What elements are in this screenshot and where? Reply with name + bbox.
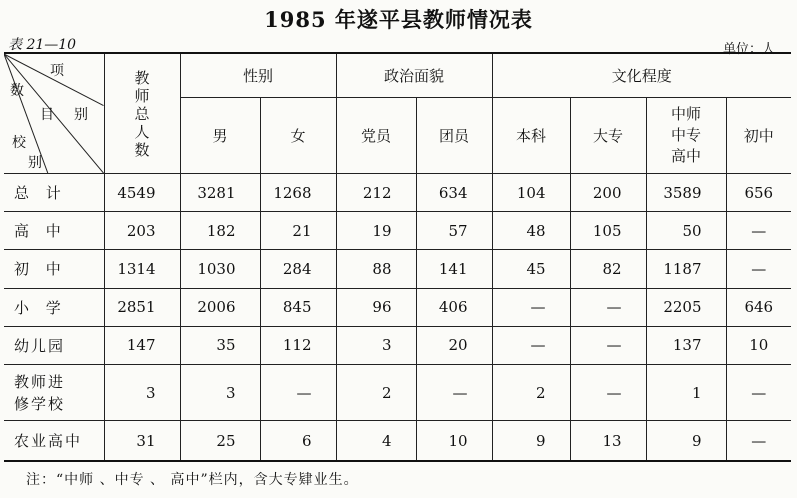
politics-header: 政治面貌 — [336, 53, 492, 97]
cell-male: 3 — [180, 364, 260, 420]
cell-total: 2851 — [104, 288, 180, 326]
gender-header: 性别 — [180, 53, 336, 97]
cell-total: 1314 — [104, 250, 180, 288]
table-row — [4, 212, 791, 250]
cell-party: 4 — [336, 421, 416, 461]
row-label: 总 计 — [4, 174, 104, 212]
corner-label: 别 — [28, 155, 42, 171]
table-row — [4, 326, 791, 364]
cell-secondary: 137 — [646, 326, 726, 364]
college-header: 大专 — [570, 97, 646, 173]
footnote: 注：“中师 、中专 、 高中”栏内，含大专肄业生。 — [26, 472, 359, 488]
cell-total: 147 — [104, 326, 180, 364]
party-member-header: 党员 — [336, 97, 416, 173]
cell-secondary: 2205 — [646, 288, 726, 326]
cell-secondary: 1 — [646, 364, 726, 420]
cell-college: — — [570, 288, 646, 326]
cell-female: 845 — [260, 288, 336, 326]
cell-bachelor: 48 — [492, 212, 570, 250]
cell-bachelor: 45 — [492, 250, 570, 288]
table-row — [4, 364, 791, 420]
female-header: 女 — [260, 97, 336, 173]
cell-total: 4549 — [104, 174, 180, 212]
total-teachers-header: 教 师 总 人 数 — [104, 53, 180, 174]
cell-secondary: 9 — [646, 421, 726, 461]
cell-female: 1268 — [260, 174, 336, 212]
cell-female: 6 — [260, 421, 336, 461]
cell-secondary: 50 — [646, 212, 726, 250]
cell-league: 634 — [416, 174, 492, 212]
table-row — [4, 288, 791, 326]
cell-college: 13 — [570, 421, 646, 461]
row-label: 农业高中 — [4, 421, 104, 461]
cell-male: 182 — [180, 212, 260, 250]
row-label: 高 中 — [4, 212, 104, 250]
table-number: 表 21—10 — [8, 37, 77, 53]
cell-total: 203 — [104, 212, 180, 250]
cell-junior: — — [726, 364, 791, 420]
cell-college: — — [570, 364, 646, 420]
cell-league: 406 — [416, 288, 492, 326]
cell-total: 3 — [104, 364, 180, 420]
cell-bachelor: 9 — [492, 421, 570, 461]
cell-male: 35 — [180, 326, 260, 364]
cell-college: 82 — [570, 250, 646, 288]
corner-header — [4, 53, 104, 174]
cell-junior: 656 — [726, 174, 791, 212]
cell-party: 19 — [336, 212, 416, 250]
cell-college: 105 — [570, 212, 646, 250]
cell-male: 1030 — [180, 250, 260, 288]
cell-party: 212 — [336, 174, 416, 212]
cell-female: 21 — [260, 212, 336, 250]
row-label: 小 学 — [4, 288, 104, 326]
table-row — [4, 174, 791, 212]
corner-label: 目 — [40, 107, 54, 123]
corner-label: 项 — [50, 63, 64, 79]
corner-label: 别 — [74, 107, 88, 123]
cell-bachelor: 2 — [492, 364, 570, 420]
unit-label: 单位：人 — [722, 42, 775, 57]
junior-header: 初中 — [726, 97, 791, 173]
cell-female: — — [260, 364, 336, 420]
cell-male: 25 — [180, 421, 260, 461]
cell-total: 31 — [104, 421, 180, 461]
teacher-statistics-table — [4, 52, 791, 462]
cell-party: 96 — [336, 288, 416, 326]
cell-male: 2006 — [180, 288, 260, 326]
row-label: 初 中 — [4, 250, 104, 288]
corner-label: 数 — [10, 83, 24, 99]
cell-male: 3281 — [180, 174, 260, 212]
male-header: 男 — [180, 97, 260, 173]
table-row — [4, 250, 791, 288]
cell-party: 2 — [336, 364, 416, 420]
cell-league: 57 — [416, 212, 492, 250]
cell-college: 200 — [570, 174, 646, 212]
row-label: 幼儿园 — [4, 326, 104, 364]
cell-female: 112 — [260, 326, 336, 364]
cell-junior: — — [726, 421, 791, 461]
corner-label: 校 — [12, 135, 26, 151]
cell-junior: 10 — [726, 326, 791, 364]
cell-bachelor: 104 — [492, 174, 570, 212]
secondary-header: 中师 中专 高中 — [646, 97, 726, 173]
cell-female: 284 — [260, 250, 336, 288]
cell-league: — — [416, 364, 492, 420]
cell-junior: 646 — [726, 288, 791, 326]
header-row-groups — [4, 53, 791, 97]
cell-secondary: 3589 — [646, 174, 726, 212]
cell-party: 88 — [336, 250, 416, 288]
cell-secondary: 1187 — [646, 250, 726, 288]
bachelor-header: 本科 — [492, 97, 570, 173]
cell-junior: — — [726, 212, 791, 250]
league-member-header: 团员 — [416, 97, 492, 173]
education-header: 文化程度 — [492, 53, 791, 97]
cell-college: — — [570, 326, 646, 364]
row-label: 教师进 修学校 — [4, 364, 104, 420]
cell-party: 3 — [336, 326, 416, 364]
cell-bachelor: — — [492, 288, 570, 326]
cell-league: 10 — [416, 421, 492, 461]
cell-junior: — — [726, 250, 791, 288]
table-row — [4, 421, 791, 461]
cell-bachelor: — — [492, 326, 570, 364]
cell-league: 20 — [416, 326, 492, 364]
table-title: 1985 年遂平县教师情况表 — [264, 7, 533, 32]
cell-league: 141 — [416, 250, 492, 288]
